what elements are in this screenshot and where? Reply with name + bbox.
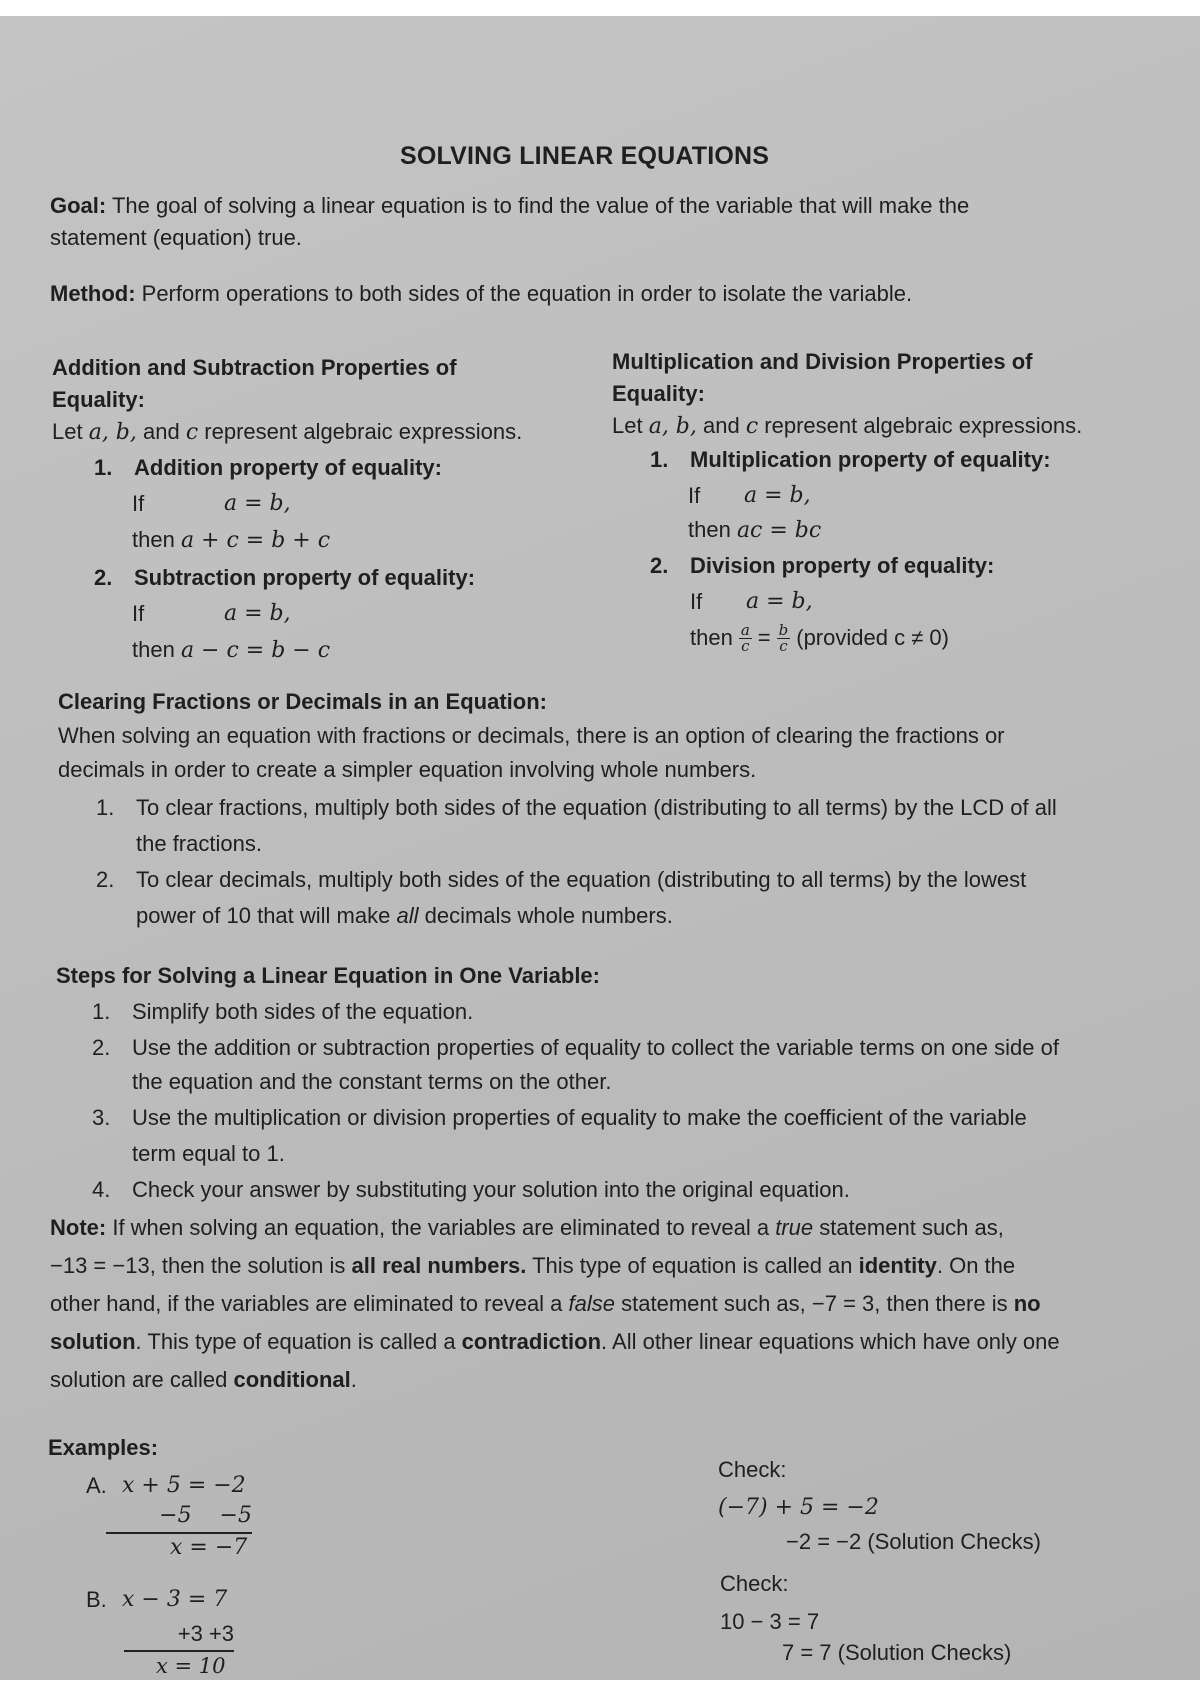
page-title: SOLVING LINEAR EQUATIONS [400, 142, 770, 170]
text: . On the [936, 1253, 1016, 1278]
method-label: Method: [50, 281, 136, 306]
frac-numerator: a [740, 620, 750, 639]
example-a-check-line2: −2 = −2 (Solution Checks) [786, 1529, 1041, 1554]
item-number: 2. [650, 553, 669, 578]
bold-term: solution [50, 1329, 136, 1354]
step-3-line1 [92, 1102, 1027, 1134]
step-4 [92, 1174, 850, 1206]
goal-label: Goal: [50, 193, 107, 218]
item-number: 2. [94, 565, 113, 590]
addition-property-title [94, 452, 442, 484]
example-b-operation: +3 +3 [124, 1618, 234, 1652]
mul-div-heading-line1: Multiplication and Division Properties of [612, 349, 1033, 374]
text: −13 = −13, then the solution is [50, 1253, 352, 1278]
addition-then-line [132, 524, 330, 557]
item-title: Division property of equality: [690, 553, 995, 578]
step-1 [92, 996, 473, 1028]
step-2-line1 [92, 1032, 1059, 1064]
bold-term: identity [858, 1253, 937, 1278]
then-equation: ac = bc [736, 518, 822, 543]
fraction-a-over-c [739, 620, 752, 655]
note-label: Note: [50, 1215, 107, 1240]
method-paragraph [50, 278, 912, 310]
division-if-label: If [690, 589, 703, 614]
step-text: Check your answer by substituting your solution into the original equation. [132, 1177, 850, 1202]
then-equation: a − c = b − c [180, 638, 331, 663]
bold-term: all real numbers. [351, 1253, 527, 1278]
step-number: 1. [92, 999, 111, 1024]
intro-c: c [185, 420, 199, 445]
text: . This type of equation is called a [135, 1329, 462, 1354]
subtraction-if-equation: a = b, [224, 601, 291, 626]
step-2-line2: the equation and the constant terms on the other. [132, 1069, 612, 1094]
clearing-item2-line2 [136, 900, 673, 932]
text: solution are called [50, 1367, 234, 1392]
goal-text-line1: The goal of solving a linear equation is to find the value of the variable that will make the [106, 193, 970, 218]
frac-denominator: c [741, 636, 750, 655]
division-property-title [650, 550, 994, 582]
multiplication-if-equation: a = b, [744, 483, 811, 508]
text: . All other linear equations which have only one [601, 1329, 1060, 1354]
method-text: Perform operations to both sides of the equation in order to isolate the variable. [135, 281, 913, 306]
then-label: then [132, 527, 181, 552]
item-title: Subtraction property of equality: [134, 565, 476, 590]
item-title: Multiplication property of equality: [690, 447, 1051, 472]
addition-if-equation: a = b, [224, 491, 291, 516]
multiplication-property-title [650, 444, 1051, 476]
example-a-equation: x + 5 = −2 [122, 1473, 246, 1498]
example-b-check-line2: 7 = 7 (Solution Checks) [782, 1640, 1012, 1665]
clearing-heading: Clearing Fractions or Decimals in an Equation: [58, 689, 547, 714]
add-sub-heading-line2: Equality: [52, 387, 145, 412]
mul-div-heading-line2: Equality: [612, 381, 705, 406]
clearing-item1-line2: the fractions. [136, 831, 262, 856]
clearing-item2-line1 [96, 864, 1026, 896]
then-label: then [132, 637, 181, 662]
example-b-label: B. [86, 1587, 107, 1612]
provided-condition: (provided c ≠ 0) [796, 625, 949, 650]
step-3-line2: term equal to 1. [132, 1141, 285, 1166]
example-a-check-label: Check: [718, 1457, 787, 1482]
then-label: then [690, 625, 733, 650]
addition-if-label: If [132, 491, 145, 516]
clearing-intro-line1: When solving an equation with fractions or decimals, there is an option of clearing the fractions or [58, 723, 1005, 748]
fraction-b-over-c [777, 620, 791, 655]
step-number: 4. [92, 1177, 111, 1202]
add-sub-intro [52, 416, 522, 449]
intro-suffix: represent algebraic expressions. [198, 419, 523, 444]
example-b-check-line1: 10 − 3 = 7 [720, 1609, 820, 1634]
note-line5 [50, 1364, 357, 1396]
emphasis: false [568, 1291, 616, 1316]
note-line1 [50, 1212, 1004, 1244]
bold-term: contradiction [461, 1329, 602, 1354]
multiplication-then-line [688, 514, 821, 547]
text: power of 10 that will make [136, 903, 397, 928]
example-b-check-label: Check: [720, 1571, 789, 1596]
step-text: Use the addition or subtraction properties of equality to collect the variable terms on one side of [132, 1035, 1059, 1060]
intro-vars: a, b, [648, 414, 697, 439]
step-text: Use the multiplication or division properties of equality to make the coefficient of the variable [132, 1105, 1027, 1130]
step-number: 3. [92, 1105, 111, 1130]
clearing-intro-line2: decimals in order to create a simpler equation involving whole numbers. [58, 757, 757, 782]
emphasis: all [396, 903, 419, 928]
note-line3 [50, 1288, 1041, 1320]
intro-suffix: represent algebraic expressions. [758, 413, 1083, 438]
text: statement such as, −7 = 3, then there is [615, 1291, 1014, 1316]
example-b-equation: x − 3 = 7 [122, 1587, 228, 1612]
division-then-line [690, 622, 949, 654]
text: decimals whole numbers. [418, 903, 673, 928]
frac-numerator: b [778, 620, 789, 639]
note-line4 [50, 1326, 1060, 1358]
step-number: 2. [92, 1035, 111, 1060]
example-a-label: A. [86, 1473, 107, 1498]
multiplication-if-label: If [688, 483, 701, 508]
clearing-item1-line1 [96, 792, 1057, 824]
text: statement such as, [813, 1215, 1004, 1240]
item-number: 1. [96, 795, 115, 820]
emphasis: true [775, 1215, 814, 1240]
item-title: Addition property of equality: [134, 455, 442, 480]
add-sub-heading-line1: Addition and Subtraction Properties of [52, 355, 457, 380]
note-line2 [50, 1250, 1015, 1282]
item-number: 1. [94, 455, 113, 480]
item-number: 1. [650, 447, 669, 472]
goal-text-line2: statement (equation) true. [50, 225, 302, 250]
intro-mid: and [696, 413, 746, 438]
step-text: Simplify both sides of the equation. [132, 999, 474, 1024]
division-if-equation: a = b, [746, 589, 813, 614]
then-equation: a + c = b + c [180, 528, 331, 553]
text: other hand, if the variables are eliminated to reveal a [50, 1291, 569, 1316]
frac-denominator: c [779, 636, 788, 655]
item-number: 2. [96, 867, 115, 892]
text: . [350, 1367, 357, 1392]
subtraction-if-label: If [132, 601, 145, 626]
intro-vars: a, b, [88, 420, 137, 445]
example-a-check-line1: (−7) + 5 = −2 [718, 1495, 879, 1520]
text: This type of equation is called an [526, 1253, 859, 1278]
then-label: then [688, 517, 737, 542]
subtraction-then-line [132, 634, 330, 667]
intro-c: c [745, 414, 759, 439]
example-a-solution: x = −7 [170, 1535, 248, 1560]
subtraction-property-title [94, 562, 475, 594]
intro-mid: and [136, 419, 186, 444]
example-a-operation: −5 −5 [106, 1500, 252, 1534]
example-b-solution: x = 10 [156, 1654, 226, 1678]
intro-prefix: Let [52, 419, 89, 444]
mul-div-intro [612, 410, 1082, 443]
item-text: To clear decimals, multiply both sides of the equation (distributing to all terms) by the lowest [136, 867, 1027, 892]
item-text: To clear fractions, multiply both sides of the equation (distributing to all terms) by the LCD of all [136, 795, 1057, 820]
worksheet-page [0, 16, 1200, 1680]
bold-term: no [1013, 1291, 1041, 1316]
goal-paragraph [50, 190, 969, 222]
bold-term: conditional [233, 1367, 351, 1392]
examples-heading: Examples: [48, 1435, 159, 1460]
intro-prefix: Let [612, 413, 649, 438]
text: If when solving an equation, the variables are eliminated to reveal a [106, 1215, 776, 1240]
equals-sign: = [757, 625, 771, 650]
steps-heading: Steps for Solving a Linear Equation in One Variable: [56, 963, 600, 988]
